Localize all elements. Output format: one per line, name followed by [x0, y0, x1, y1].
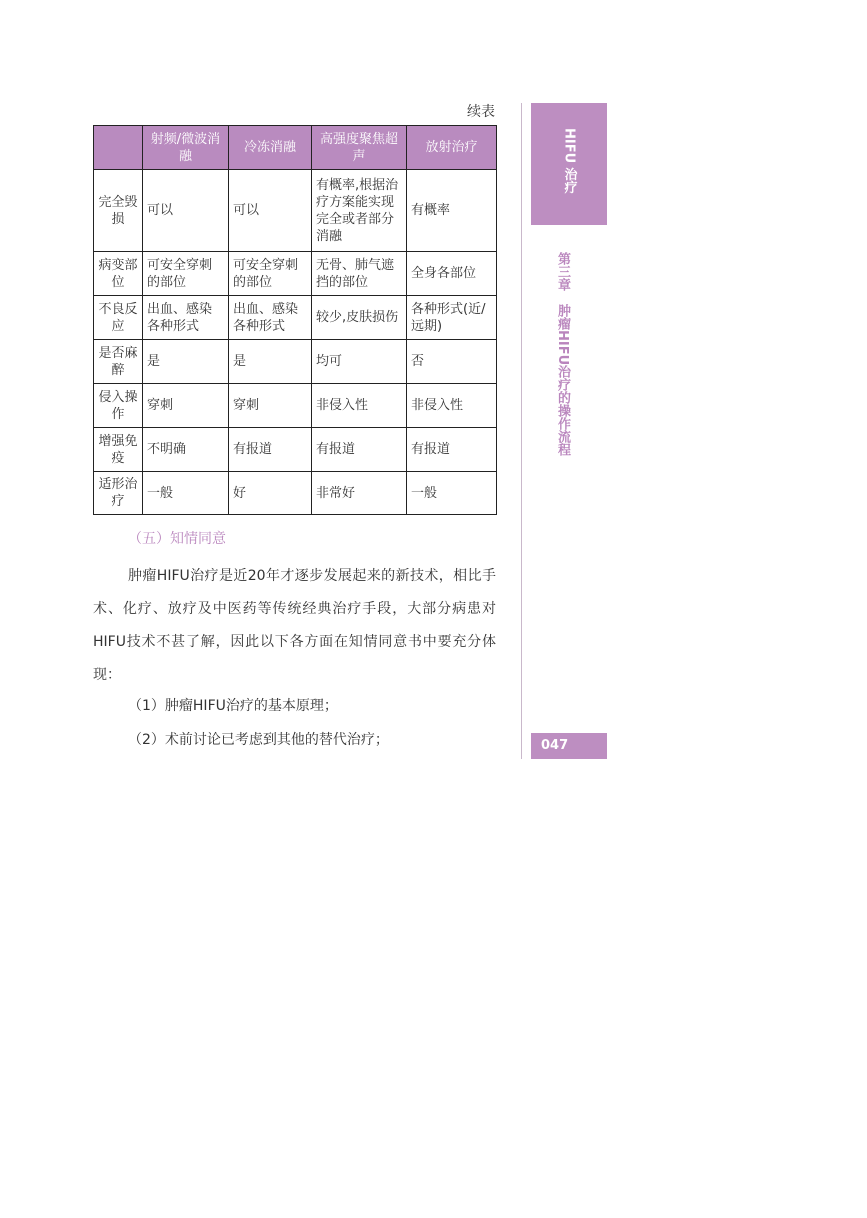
header-cell: 射频/微波消融 [143, 126, 229, 170]
table-cell: 穿刺 [143, 384, 229, 428]
table-cell: 可以 [229, 170, 312, 252]
table-cell: 出血、感染各种形式 [229, 296, 312, 340]
row-label: 完全毁损 [94, 170, 143, 252]
page-number: 047 [541, 738, 569, 753]
table-cell: 可安全穿刺的部位 [143, 252, 229, 296]
section-heading: （五）知情同意 [128, 531, 226, 547]
header-cell [94, 126, 143, 170]
list-item: （1）肿瘤HIFU治疗的基本原理； [128, 698, 338, 714]
table-row [94, 252, 497, 296]
row-label: 病变部位 [94, 252, 143, 296]
row-label: 不良反应 [94, 296, 143, 340]
table-cell: 否 [407, 340, 497, 384]
row-label: 适形治疗 [94, 472, 143, 515]
table-row [94, 170, 497, 252]
table-cell: 穿刺 [229, 384, 312, 428]
table-cell: 可以 [143, 170, 229, 252]
table-cell: 是 [143, 340, 229, 384]
table-cell: 无骨、肺气遮挡的部位 [312, 252, 407, 296]
row-label: 侵入操作 [94, 384, 143, 428]
table-row [94, 384, 497, 428]
header-cell: 高强度聚焦超声 [312, 126, 407, 170]
table-row [94, 296, 497, 340]
table-cell: 较少,皮肤损伤 [312, 296, 407, 340]
table-cell: 一般 [407, 472, 497, 515]
table-row [94, 340, 497, 384]
body-paragraph: 肿瘤HIFU治疗是近20年才逐步发展起来的新技术，相比手术、化疗、放疗及中医药等传统经典治疗手段，大部分病患对HIFU技术不甚了解，因此以下各方面在知情同意书中要充分体现： [93, 568, 496, 683]
table-cell: 一般 [143, 472, 229, 515]
header-cell: 放射治疗 [407, 126, 497, 170]
table-cell: 不明确 [143, 428, 229, 472]
table-cell: 非侵入性 [407, 384, 497, 428]
table-cell: 全身各部位 [407, 252, 497, 296]
table-cell: 出血、感染各种形式 [143, 296, 229, 340]
comparison-table [93, 125, 497, 515]
continued-label: 续表 [467, 104, 495, 120]
table-cell: 有概率,根据治疗方案能实现完全或者部分消融 [312, 170, 407, 252]
chapter-title: 第三章 肿瘤HIFU治疗的操作流程 [555, 252, 570, 457]
table-cell: 可安全穿刺的部位 [229, 252, 312, 296]
table-cell: 非侵入性 [312, 384, 407, 428]
table-row [94, 472, 497, 515]
table-header-row [94, 126, 497, 170]
row-label: 增强免疫 [94, 428, 143, 472]
table-cell: 是 [229, 340, 312, 384]
table-cell: 有报道 [229, 428, 312, 472]
list-item: （2）术前讨论已考虑到其他的替代治疗； [128, 732, 389, 748]
side-tab-label: HIFU 治疗 [561, 128, 577, 194]
table-cell: 有报道 [312, 428, 407, 472]
header-cell: 冷冻消融 [229, 126, 312, 170]
table-cell: 各种形式(近/远期) [407, 296, 497, 340]
table-row [94, 428, 497, 472]
table-cell: 非常好 [312, 472, 407, 515]
row-label: 是否麻醉 [94, 340, 143, 384]
table-cell: 好 [229, 472, 312, 515]
table-cell: 有概率 [407, 170, 497, 252]
table-cell: 有报道 [407, 428, 497, 472]
table-cell: 均可 [312, 340, 407, 384]
margin-divider [521, 103, 522, 759]
